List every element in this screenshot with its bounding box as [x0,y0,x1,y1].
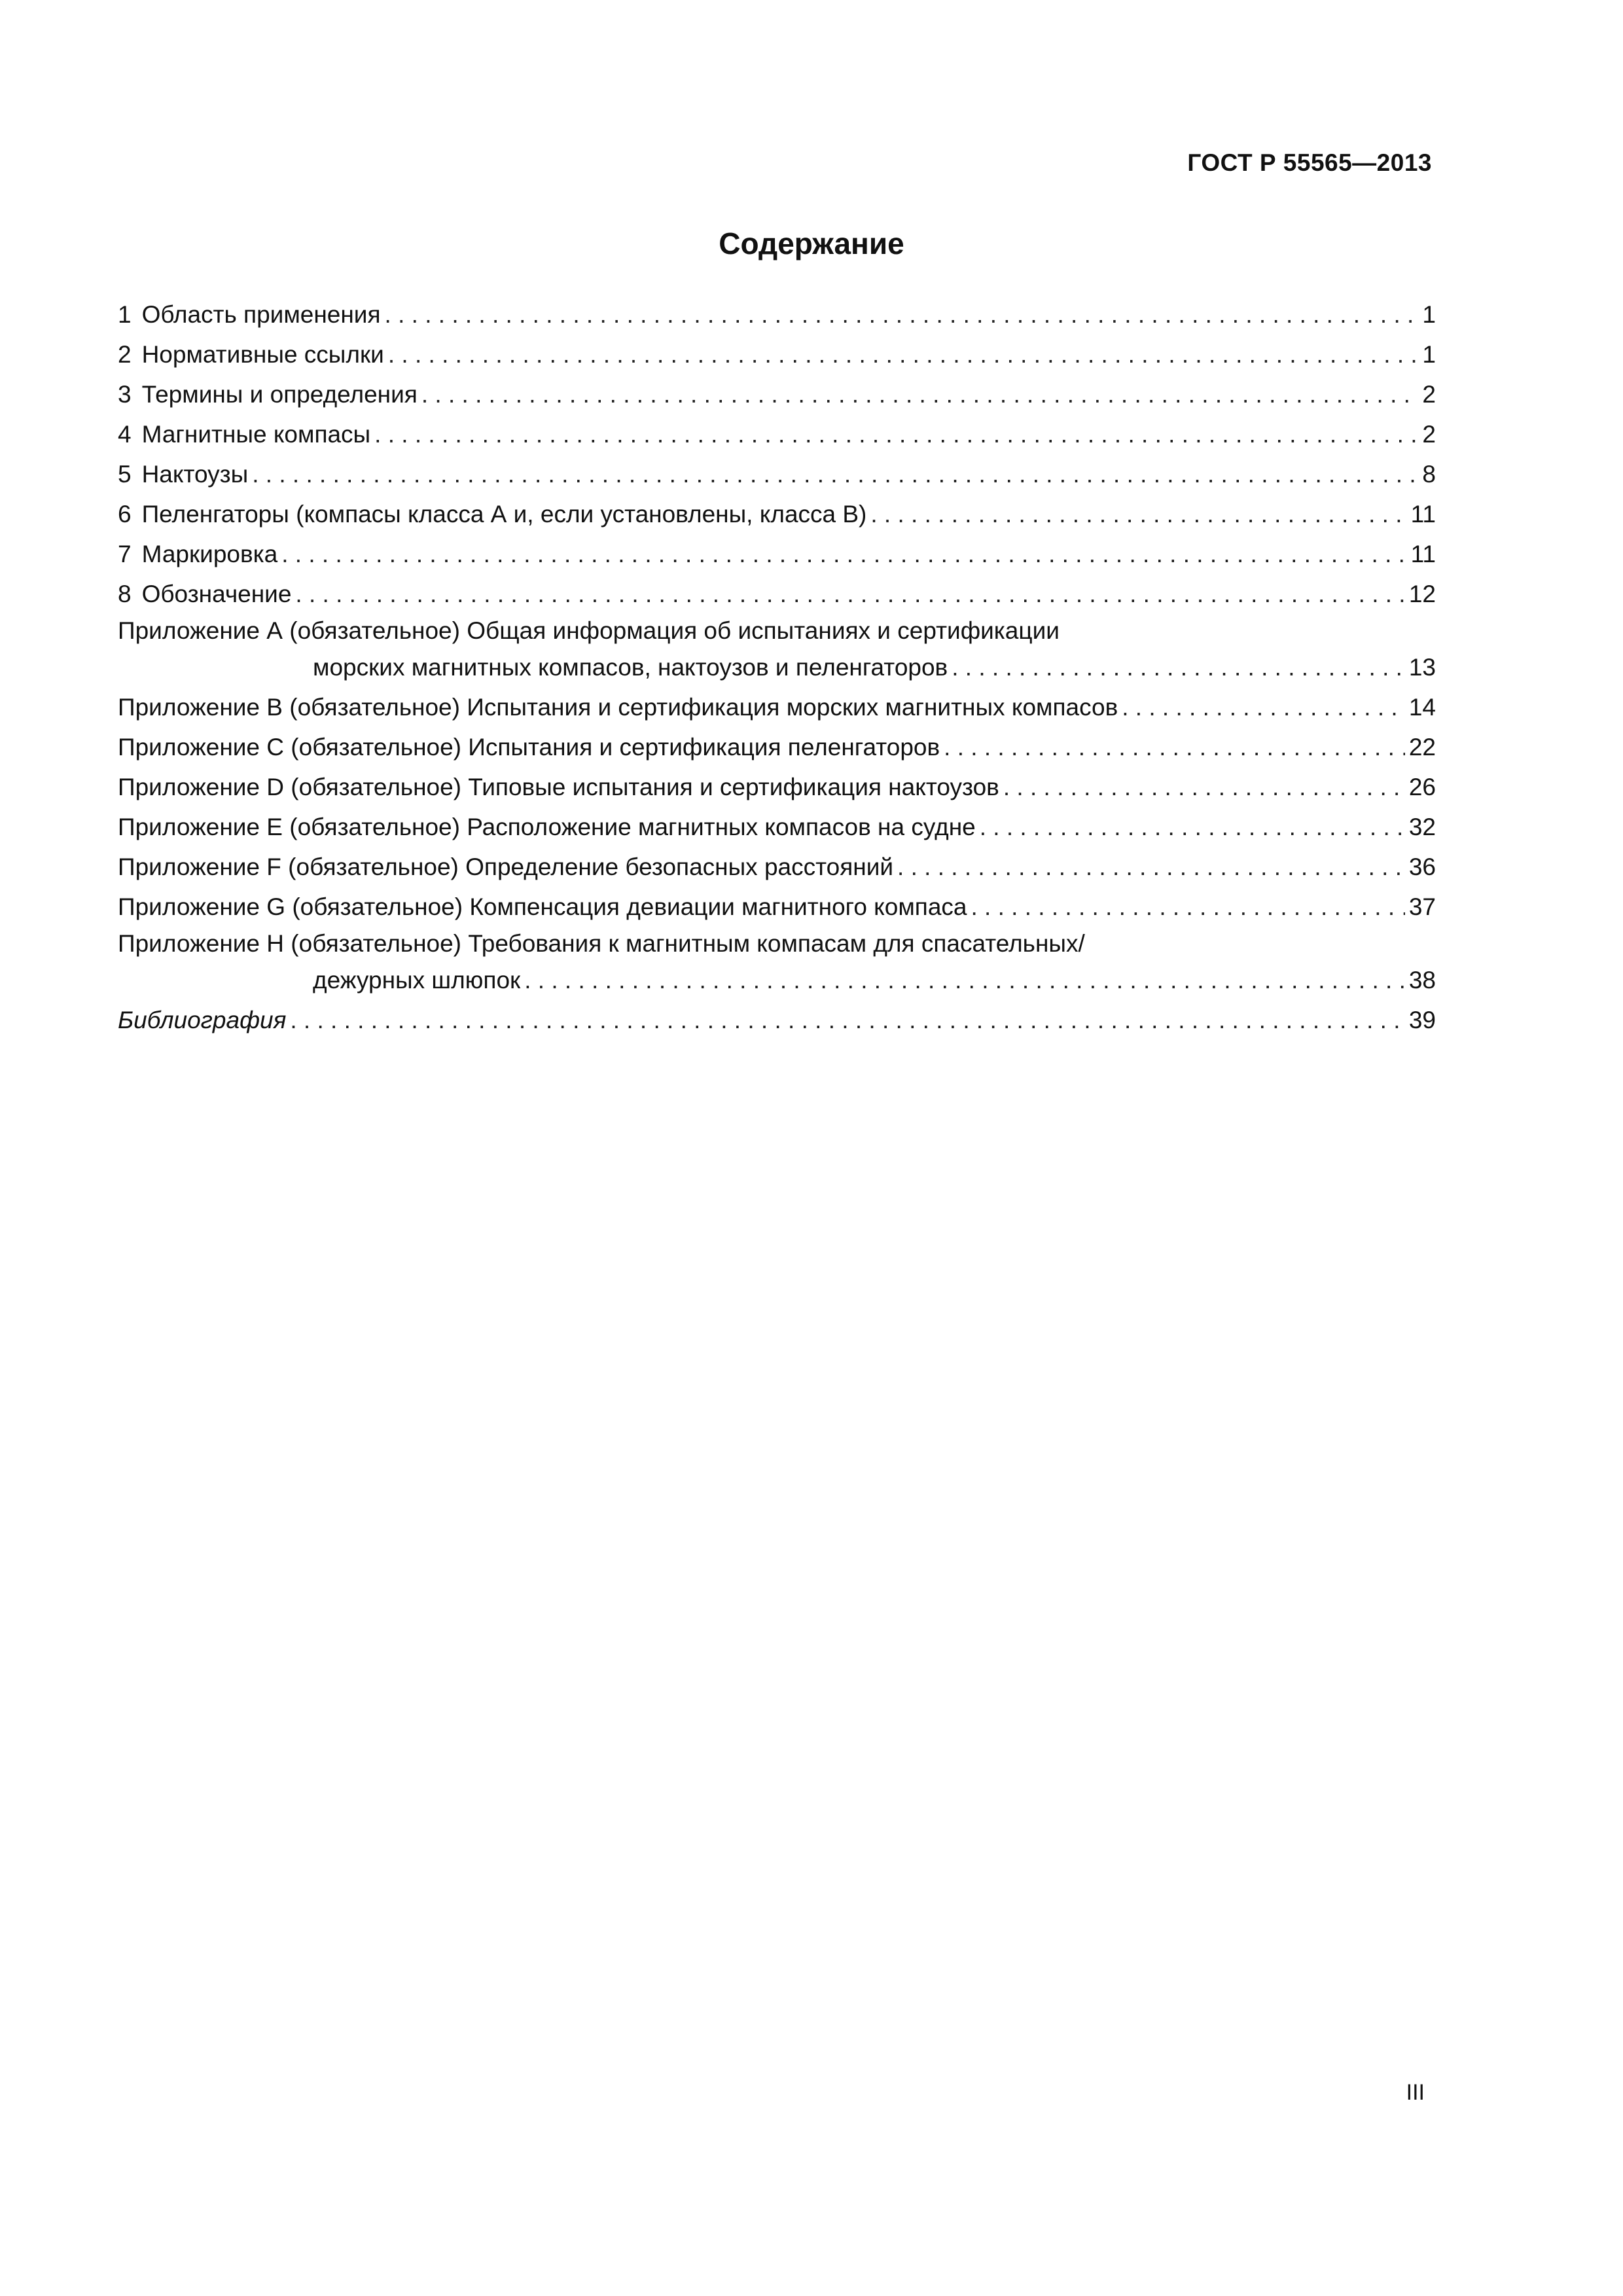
toc-entry-section-5[interactable] [118,454,1436,494]
section-label: Нактоузы [141,461,249,488]
page-ref: 37 [1408,893,1436,920]
page-ref: 11 [1410,541,1436,567]
annex-label: Приложение D (обязательное) Типовые испытания и сертификация нактоузов [118,774,999,800]
annex-label: Приложение А (обязательное) Общая информация об испытаниях и сертификации [118,617,1060,644]
page-ref: 38 [1408,967,1436,994]
page-ref: 26 [1408,774,1436,800]
dot-leader [281,534,1406,574]
section-label: Магнитные компасы [141,421,371,448]
toc-entry-bibliography[interactable] [118,1000,1436,1040]
section-number: 2 [118,341,132,368]
dot-leader [870,494,1406,534]
dot-leader [252,454,1418,494]
toc-entry-annex-a[interactable] [118,614,1436,687]
page-ref: 14 [1408,694,1436,721]
toc-entry-annex-h[interactable] [118,927,1436,1000]
annex-label: Приложение С (обязательное) Испытания и сертификация пеленгаторов [118,734,940,761]
document-code: ГОСТ Р 55565—2013 [1187,149,1432,176]
section-label: Обозначение [141,581,292,607]
section-label: Нормативные ссылки [141,341,384,368]
dot-leader [421,374,1419,414]
page-ref: 1 [1422,301,1436,328]
section-number: 7 [118,541,132,567]
dot-leader [374,414,1418,454]
section-label: Область применения [141,301,381,328]
dot-leader [971,887,1405,927]
toc-entry-annex-c[interactable] [118,727,1436,767]
page-ref: 32 [1408,814,1436,840]
page-ref: 39 [1408,1007,1436,1033]
annex-label-continuation: дежурных шлюпок [313,967,521,994]
section-number: 3 [118,381,132,408]
dot-leader [388,334,1419,374]
dot-leader [524,960,1405,1000]
section-number: 6 [118,501,132,528]
section-number: 5 [118,461,132,488]
toc-entry-annex-f[interactable] [118,847,1436,887]
section-number: 4 [118,421,132,448]
annex-label: Приложение F (обязательное) Определение безопасных расстояний [118,853,894,880]
page-ref: 11 [1410,501,1436,528]
toc-entry-annex-g[interactable] [118,887,1436,927]
section-label: Термины и определения [141,381,418,408]
annex-label-continuation: морских магнитных компасов, нактоузов и пеленгаторов [313,654,948,681]
toc-entry-section-2[interactable] [118,334,1436,374]
toc-entry-annex-d[interactable] [118,767,1436,807]
dot-leader [290,1000,1405,1040]
toc-entry-section-8[interactable] [118,574,1436,614]
toc-entry-annex-e[interactable] [118,807,1436,847]
annex-label: Приложение В (обязательное) Испытания и сертификация морских магнитных компасов [118,694,1118,721]
dot-leader [897,847,1405,887]
page-ref: 36 [1408,853,1436,880]
page-ref: 1 [1422,341,1436,368]
toc-entry-section-7[interactable] [118,534,1436,574]
section-number: 1 [118,301,132,328]
page-ref: 13 [1408,654,1436,681]
section-number: 8 [118,581,132,607]
toc-entry-section-1[interactable] [118,295,1436,334]
annex-label: Приложение G (обязательное) Компенсация девиации магнитного компаса [118,893,967,920]
page-number: III [1406,2080,1425,2105]
toc-entry-section-6[interactable] [118,494,1436,534]
toc-entry-section-4[interactable] [118,414,1436,454]
page-ref: 2 [1422,421,1436,448]
dot-leader [1122,687,1405,727]
page-ref: 12 [1408,581,1436,607]
page-ref: 8 [1422,461,1436,488]
section-label: Маркировка [141,541,278,567]
table-of-contents [118,295,1436,1040]
section-label: Пеленгаторы (компасы класса А и, если установлены, класса В) [141,501,867,528]
dot-leader [952,647,1405,687]
dot-leader [385,295,1419,334]
dot-leader [980,807,1405,847]
dot-leader [944,727,1405,767]
dot-leader [1003,767,1405,807]
annex-label: Приложение Н (обязательное) Требования к магнитным компасам для спасательных/ [118,930,1085,957]
toc-entry-annex-b[interactable] [118,687,1436,727]
page-ref: 22 [1408,734,1436,761]
bibliography-label: Библиография [118,1007,287,1033]
toc-title: Содержание [719,226,904,260]
dot-leader [295,574,1404,614]
annex-label: Приложение Е (обязательное) Расположение магнитных компасов на судне [118,814,976,840]
toc-entry-section-3[interactable] [118,374,1436,414]
page-ref: 2 [1422,381,1436,408]
